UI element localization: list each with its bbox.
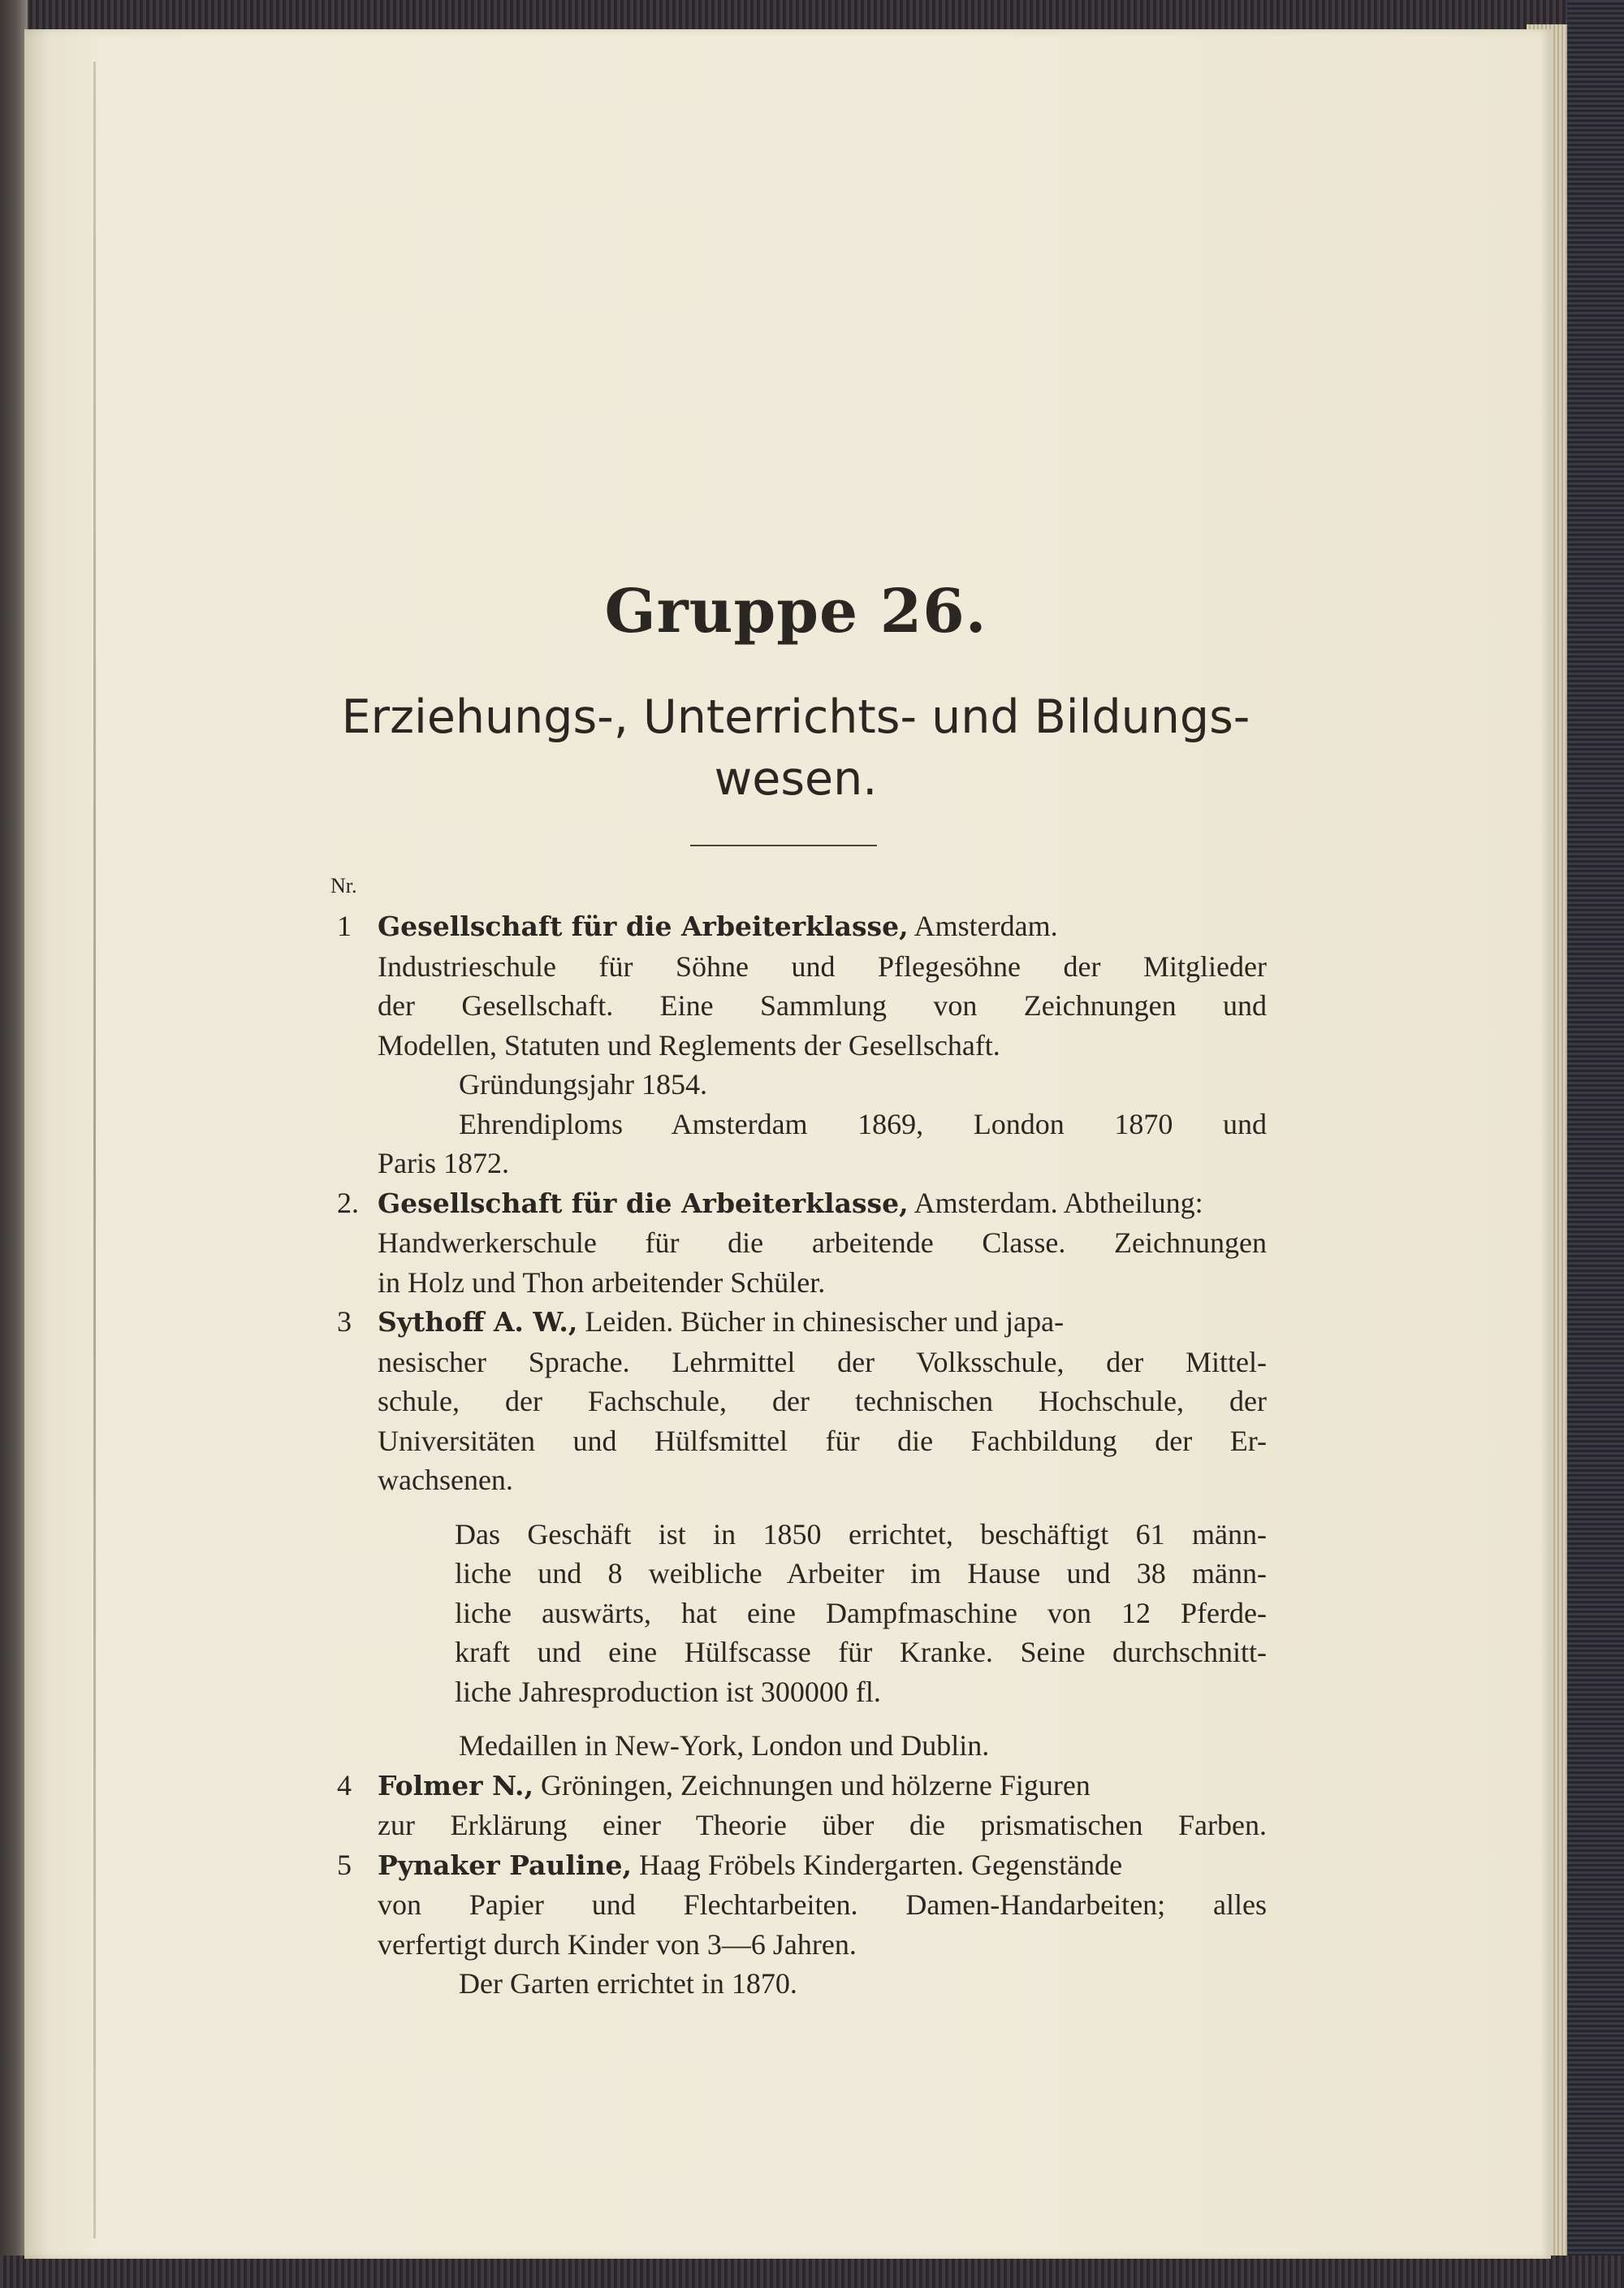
group-subheading: [309, 686, 1283, 810]
entry-text: liche Jahresproduction ist 300000 fl.: [455, 1675, 881, 1708]
divider-rule: [690, 845, 877, 846]
entry-text: Leiden. Bücher in chinesischer und japa-: [577, 1305, 1065, 1338]
entry-text: Amsterdam. Abtheilung:: [908, 1186, 1203, 1219]
entry-first-line: [378, 1302, 1267, 1343]
exhibitor-name: Pynaker Pauline,: [378, 1849, 632, 1881]
entry-text: Paris 1872.: [378, 1147, 509, 1179]
entry-number: 1: [337, 910, 352, 942]
list-item: [325, 1302, 1267, 1766]
list-item: [325, 1183, 1267, 1303]
entry-list: [325, 906, 1267, 2004]
exhibitor-name: Sythoff A. W.,: [378, 1306, 578, 1338]
entry-text: Handwerkerschule für die arbeitende Classe. Zeichnungen: [378, 1226, 1267, 1259]
entry-first-line: [378, 1766, 1267, 1806]
entry-text: der Gesellschaft. Eine Sammlung von Zeichnungen und: [378, 989, 1267, 1022]
list-item: [325, 1845, 1267, 2004]
entry-text: in Holz und Thon arbeitender Schüler.: [378, 1265, 826, 1299]
entry-text: wachsenen.: [378, 1464, 513, 1496]
entry-text: Ehrendiploms Amsterdam 1869, London 1870 und: [459, 1107, 1267, 1140]
entry-first-line: [378, 906, 1267, 947]
entry-text: Das Geschäft ist in 1850 errichtet, beschäftigt 61 männ-: [455, 1517, 1267, 1551]
group-heading: Gruppe 26.: [604, 577, 987, 647]
entry-text: kraft und eine Hülfscasse für Kranke. Seine durchschnitt-: [455, 1636, 1267, 1668]
subheading-line-2: wesen.: [714, 752, 878, 806]
entry-text: von Papier und Flechtarbeiten. Damen-Handarbeiten; alles: [378, 1888, 1267, 1921]
entry-text: Der Garten errichtet in 1870.: [459, 1967, 797, 2000]
entry-number: 4: [337, 1768, 352, 1801]
entry-text: Haag Fröbels Kindergarten. Gegenstände: [631, 1848, 1123, 1881]
entry-first-line: [378, 1845, 1267, 1886]
entry-text: nesischer Sprache. Lehrmittel der Volksschule, der Mittel-: [378, 1345, 1267, 1378]
entry-text: Universitäten und Hülfsmittel für die Fachbildung der Er-: [378, 1424, 1267, 1457]
list-item: [325, 906, 1267, 1183]
exhibitor-name: Gesellschaft für die Arbeiterklasse,: [378, 910, 909, 942]
entry-number: 2.: [337, 1186, 359, 1219]
number-column-label: Nr.: [330, 874, 357, 897]
entry-text: liche auswärts, hat eine Dampfmaschine von 12 Pferde-: [455, 1596, 1267, 1629]
entry-text: Gründungsjahr 1854.: [459, 1068, 707, 1101]
entry-text: verfertigt durch Kinder von 3—6 Jahren.: [378, 1927, 857, 1961]
entry-text: Medaillen in New-York, London und Dublin.: [459, 1729, 990, 1762]
entry-text: Gröningen, Zeichnungen und hölzerne Figuren: [533, 1768, 1091, 1801]
exhibitor-name: Folmer N.,: [378, 1769, 533, 1801]
entry-text: zur Erklärung einer Theorie über die prismatischen Farben.: [378, 1809, 1267, 1841]
entry-text: Modellen, Statuten und Reglements der Gesellschaft.: [378, 1028, 1000, 1062]
entry-first-line: [378, 1183, 1267, 1224]
entry-text: Industrieschule für Söhne und Pflegesöhne der Mitglieder: [378, 949, 1267, 983]
subheading-line-1: Erziehungs-, Unterrichts- und Bildungs-: [341, 690, 1250, 744]
list-item: [325, 1766, 1267, 1845]
entry-text: Amsterdam.: [908, 910, 1058, 942]
entry-text: schule, der Fachschule, der technischen Hochschule, der: [378, 1385, 1267, 1417]
entry-number: 5: [337, 1848, 352, 1881]
exhibitor-name: Gesellschaft für die Arbeiterklasse,: [378, 1187, 909, 1219]
entry-number: 3: [337, 1305, 352, 1338]
entry-text: liche und 8 weibliche Arbeiter im Hause und 38 männ-: [455, 1557, 1267, 1589]
